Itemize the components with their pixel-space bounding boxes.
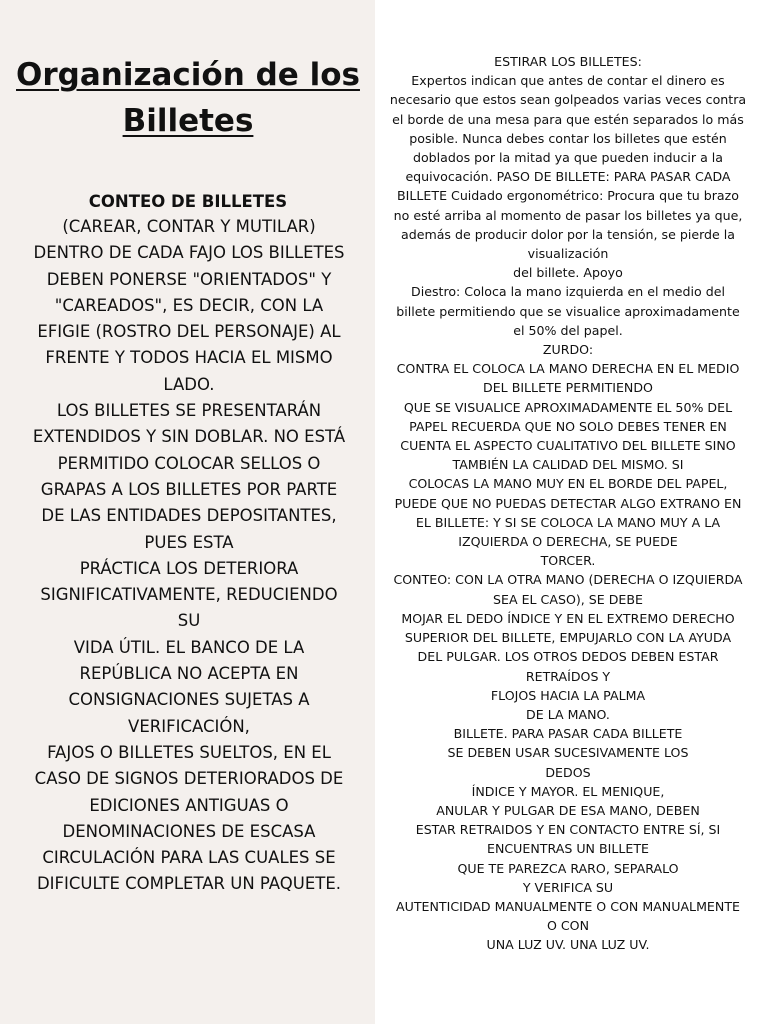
text-line: SEA EL CASO), SE DEBE: [493, 591, 643, 607]
text-line: MOJAR EL DEDO ÍNDICE Y EN EL EXTREMO DERECHO: [401, 610, 735, 626]
text-line: EXTENDIDOS Y SIN DOBLAR. NO ESTÁ: [32, 427, 346, 447]
text-line: LOS BILLETES SE PRESENTARÁN: [56, 401, 322, 421]
text-line: ÍNDICE Y MAYOR. EL MENIQUE,: [471, 783, 665, 799]
text-line: doblados por la mitad ya que pueden inducir a la: [412, 150, 724, 166]
text-line: equivocación. PASO DE BILLETE: PARA PASAR CADA: [405, 169, 731, 185]
text-line: DEL BILLETE PERMITIENDO: [483, 380, 653, 396]
text-line: EL BILLETE: Y SI SE COLOCA LA MANO MUY A LA: [415, 514, 721, 530]
text-line: Expertos indican que antes de contar el dinero es: [411, 73, 725, 89]
text-line: RETRAÍDOS Y: [525, 668, 611, 684]
text-line: EFIGIE (ROSTRO DEL PERSONAJE) AL: [37, 322, 341, 342]
text-line: "CAREADOS", ES DECIR, CON LA: [54, 295, 324, 315]
text-line: VIDA ÚTIL. EL BANCO DE LA: [73, 637, 305, 657]
text-line: FAJOS O BILLETES SUELTOS, EN EL: [47, 742, 331, 762]
left-body-text: [14, 214, 364, 898]
text-line: posible. Nunca debes contar los billetes que estén: [409, 130, 727, 146]
text-line: además de producir dolor por la tensión, se pierde la: [400, 226, 735, 242]
text-line: DEL PULGAR. LOS OTROS DEDOS DEBEN ESTAR: [417, 649, 719, 665]
text-line: CONTEO: CON LA OTRA MANO (DERECHA O IZQUIERDA: [393, 572, 743, 588]
text-line: VERIFICACIÓN,: [128, 716, 250, 736]
text-line: ESTAR RETRAIDOS Y EN CONTACTO ENTRE SÍ, SI: [415, 822, 721, 838]
text-line: PUEDE QUE NO PUEDAS DETECTAR ALGO EXTRANO EN: [394, 495, 742, 511]
text-line: BILLETE Cuidado ergonométrico: Procura que tu brazo: [397, 188, 739, 204]
text-line: SIGNIFICATIVAMENTE, REDUCIENDO: [40, 585, 338, 605]
text-line: CONTRA EL COLOCA LA MANO DERECHA EN EL MEDIO: [396, 361, 740, 377]
text-line: CUENTA EL ASPECTO CUALITATIVO DEL BILLETE SINO: [400, 438, 736, 454]
text-line: ZURDO:: [542, 342, 594, 358]
section-heading: CONTEO DE BILLETES: [88, 192, 288, 211]
text-line: IZQUIERDA O DERECHA, SE PUEDE: [458, 534, 678, 550]
left-panel: [0, 0, 375, 1024]
text-line: del billete. Apoyo: [513, 265, 623, 281]
text-line: Y VERIFICA SU: [522, 879, 614, 895]
text-line: UNA LUZ UV. UNA LUZ UV.: [486, 937, 650, 953]
text-line: QUE SE VISUALICE APROXIMADAMENTE EL 50% DEL: [403, 399, 733, 415]
text-line: TORCER.: [540, 553, 596, 569]
text-line: SU: [177, 611, 201, 631]
text-line: FRENTE Y TODOS HACIA EL MISMO: [45, 348, 333, 368]
text-line: FLOJOS HACIA LA PALMA: [490, 687, 646, 703]
text-line: QUE TE PAREZCA RARO, SEPARALO: [457, 860, 679, 876]
text-line: PERMITIDO COLOCAR SELLOS O: [57, 453, 321, 473]
text-line: AUTENTICIDAD MANUALMENTE O CON MANUALMENTE: [396, 898, 740, 914]
right-body-text: [375, 52, 761, 955]
text-line: O CON: [546, 918, 590, 934]
text-line: ESTIRAR LOS BILLETES:: [494, 54, 642, 69]
text-line: DE LAS ENTIDADES DEPOSITANTES,: [41, 506, 337, 526]
text-line: PRÁCTICA LOS DETERIORA: [79, 558, 299, 578]
text-line: DEBEN PONERSE "ORIENTADOS" Y: [46, 269, 332, 289]
text-line: (CAREAR, CONTAR Y MUTILAR): [62, 217, 316, 236]
text-line: DENTRO DE CADA FAJO LOS BILLETES: [33, 243, 345, 263]
text-line: ENCUENTRAS UN BILLETE: [487, 841, 649, 857]
page-title: Organización de los Billetes: [16, 57, 360, 139]
text-line: GRAPAS A LOS BILLETES POR PARTE: [40, 479, 338, 499]
text-line: billete permitiendo que se visualice aproximadamente: [396, 303, 740, 319]
text-line: SE DEBEN USAR SUCESIVAMENTE LOS: [447, 745, 689, 761]
text-line: LADO.: [163, 374, 215, 394]
text-line: visualización: [527, 246, 609, 262]
text-line: DENOMINACIONES DE ESCASA: [62, 821, 316, 841]
text-line: PUES ESTA: [144, 532, 234, 552]
text-line: REPÚBLICA NO ACEPTA EN: [79, 664, 299, 684]
text-line: DEDOS: [545, 764, 591, 780]
text-line: EDICIONES ANTIGUAS O: [89, 795, 289, 815]
text-line: el 50% del papel.: [513, 322, 623, 338]
text-line: necesario que estos sean golpeados varias veces contra: [389, 92, 747, 108]
text-line: PAPEL RECUERDA QUE NO SOLO DEBES TENER EN: [409, 418, 727, 434]
text-line: TAMBIÉN LA CALIDAD DEL MISMO. SI: [452, 457, 684, 473]
text-line: CASO DE SIGNOS DETERIORADOS DE: [34, 769, 344, 789]
text-line: Diestro: Coloca la mano izquierda en el medio del: [411, 284, 725, 300]
text-line: DIFICULTE COMPLETAR UN PAQUETE.: [36, 874, 342, 894]
text-line: DE LA MANO.: [526, 706, 610, 722]
text-line: COLOCAS LA MANO MUY EN EL BORDE DEL PAPEL,: [408, 476, 728, 492]
text-line: CONSIGNACIONES SUJETAS A: [68, 690, 310, 710]
text-line: el borde de una mesa para que estén separados lo más: [392, 111, 744, 127]
text-line: CIRCULACIÓN PARA LAS CUALES SE: [42, 848, 336, 868]
text-line: BILLETE. PARA PASAR CADA BILLETE: [453, 726, 683, 742]
text-line: SUPERIOR DEL BILLETE, EMPUJARLO CON LA AYUDA: [404, 630, 732, 646]
text-line: no esté arriba al momento de pasar los billetes ya que,: [393, 207, 743, 223]
text-line: ANULAR Y PULGAR DE ESA MANO, DEBEN: [436, 802, 700, 818]
